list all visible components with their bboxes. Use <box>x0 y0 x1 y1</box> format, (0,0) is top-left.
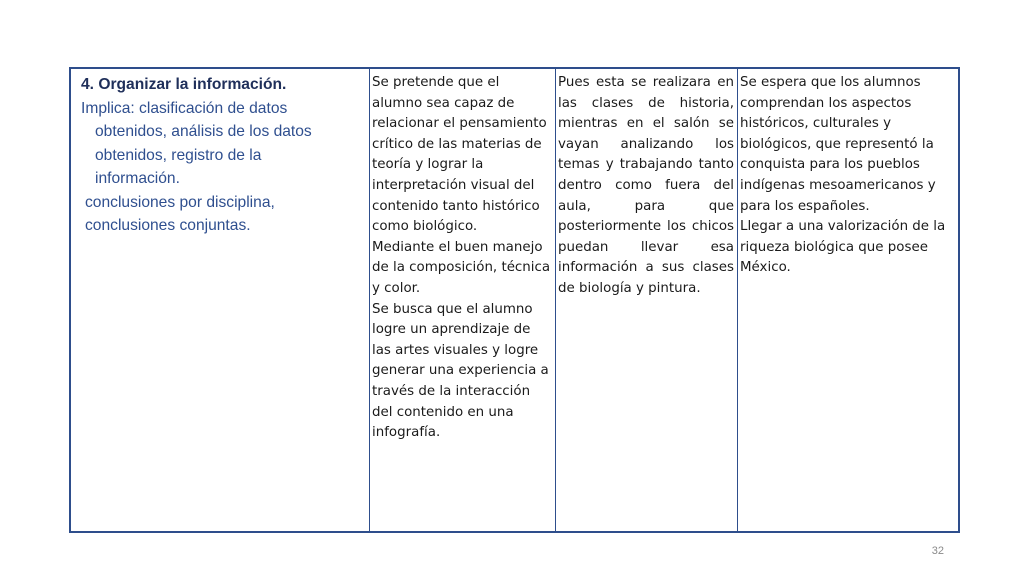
purpose-paragraph-1: Se pretende que el alumno sea capaz de relacionar el pensamiento crítico de las materias de teoría y lograr la interpretación visual del contenido tanto histórico como biológico. <box>372 75 547 235</box>
expectation-paragraph-1: Se espera que los alumnos comprendan los aspectos históricos, culturales y biológicos, que representó la conquista para los pueblos indígenas mesoamericanos y para los españoles. <box>740 75 936 214</box>
stage-line: obtenidos, análisis de los datos <box>95 123 312 140</box>
stage-line: conclusiones por disciplina, <box>85 193 275 211</box>
stage-line: obtenidos, registro de la <box>95 146 262 164</box>
table-cell-expectation <box>737 69 958 531</box>
stage-line: información. <box>95 170 180 187</box>
purpose-text <box>372 73 552 444</box>
expectation-paragraph-2: Llegar a una valorización de la riqueza biológica que posee México. <box>740 219 946 276</box>
expectation-text <box>740 73 952 279</box>
stage-line: conclusiones conjuntas. <box>85 217 251 234</box>
purpose-paragraph-3: Se busca que el alumno logre un aprendizaje de las artes visuales y logre generar una experiencia a través de la interacción del contenido en una infografía. <box>372 301 549 441</box>
content-table <box>69 67 960 533</box>
stage-line: Implica: clasificación de datos <box>81 99 288 117</box>
process-text <box>558 73 734 300</box>
stage-heading: 4. Organizar la información. <box>81 76 287 93</box>
table-cell-purpose <box>369 69 555 531</box>
table-cell-process <box>555 69 737 531</box>
purpose-paragraph-2: Mediante el buen manejo de la composición, técnica y color. <box>372 239 551 296</box>
table-cell-stage <box>71 69 369 531</box>
page-number: 32 <box>931 545 944 557</box>
process-paragraph-1: Pues esta se realizara en las clases de historia, mientras en el salón se vayan analizando los temas y trabajando tanto dentro como fuera del aula, para que posteriormente los chicos puedan llevar esa información a sus clases de biología y pintura. <box>558 75 734 296</box>
